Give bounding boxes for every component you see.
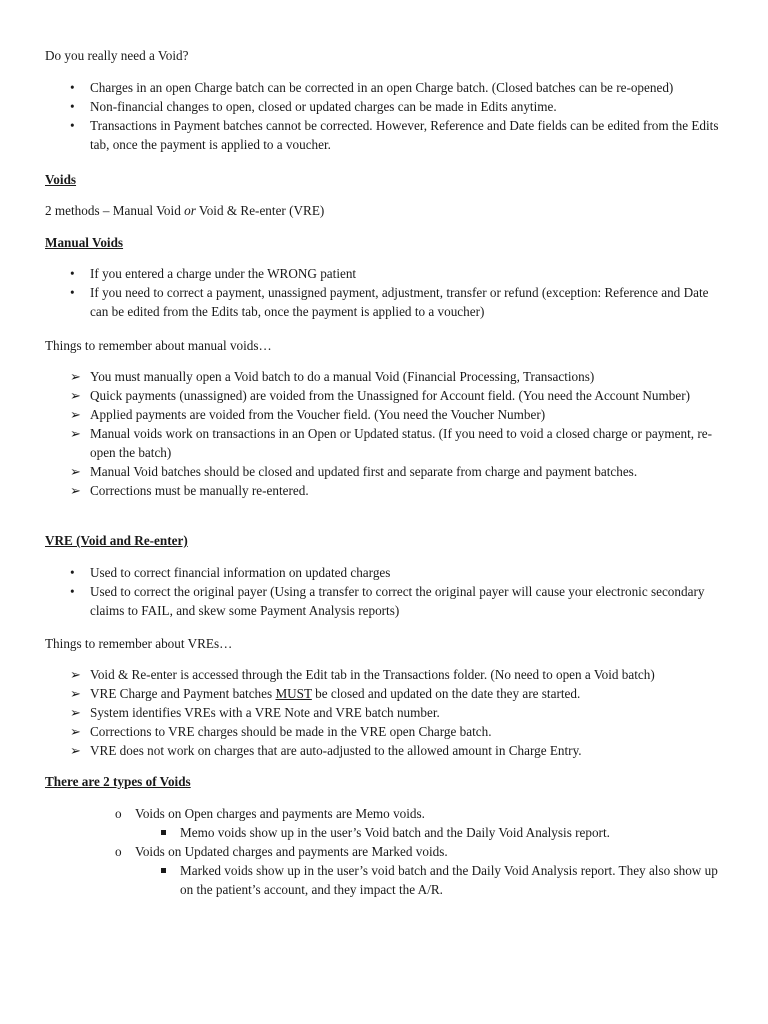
bullet-marker: • <box>70 118 75 133</box>
manual-arrow-list <box>70 367 730 500</box>
bullet-marker: • <box>70 99 75 114</box>
vre-arrow-list <box>70 665 730 760</box>
manual-arrow-2: ➢ Quick payments (unassigned) are voided from the Unassigned for Account field. (You need the Account Number) <box>70 388 691 403</box>
manual-bullet-2: • If you need to correct a payment, unassigned payment, adjustment, transfer or refund (exception: Reference and Date can be edited from the Edits tab, once the payment is applied to a voucher) <box>70 285 709 319</box>
manual-arrow-6: ➢ Corrections must be manually re-entered. <box>70 483 309 498</box>
arrow-marker: ➢ <box>70 667 82 682</box>
bullet-marker: • <box>70 565 75 580</box>
methods-line: 2 methods – Manual Void or Void & Re-enter (VRE) <box>45 203 325 218</box>
manual-remember-line: Things to remember about manual voids… <box>45 338 272 353</box>
bullet-marker: • <box>70 80 75 95</box>
vre-bullet-2: • Used to correct the original payer (Using a transfer to correct the original payer will cause your electronic secondary claims to FAIL, and skew some Payment Analysis reports) <box>70 584 705 618</box>
arrow-marker: ➢ <box>70 464 82 479</box>
void-type-1: o Voids on Open charges and payments are Memo voids. Memo voids show up in the user’s Void batch and the Daily Void Analysis report. <box>135 804 725 842</box>
manual-arrow-5: ➢ Manual Void batches should be closed and updated first and separate from charge and payment batches. <box>70 464 638 479</box>
void-type-2-detail: Marked voids show up in the user’s void batch and the Daily Void Analysis report. They also show up on the patient’s account, and they impact the A/R. <box>135 861 725 899</box>
arrow-marker: ➢ <box>70 369 82 384</box>
bullet-marker: • <box>70 584 75 599</box>
intro-bullet-list <box>70 78 730 154</box>
arrow-marker: ➢ <box>70 705 82 720</box>
vre-arrow-1: ➢ Void & Re-enter is accessed through the Edit tab in the Transactions folder. (No need to open a Void batch) <box>70 667 655 682</box>
manual-arrow-3: ➢ Applied payments are voided from the Voucher field. (You need the Voucher Number) <box>70 407 546 422</box>
types-heading: There are 2 types of Voids <box>45 774 191 789</box>
arrow-marker: ➢ <box>70 388 82 403</box>
arrow-marker: ➢ <box>70 483 82 498</box>
vre-arrow-3: ➢ System identifies VREs with a VRE Note and VRE batch number. <box>70 705 440 720</box>
manual-bullet-1: • If you entered a charge under the WRONG patient <box>70 266 357 281</box>
intro-question: Do you really need a Void? <box>45 48 189 63</box>
manual-bullet-list <box>70 264 730 321</box>
vre-remember-line: Things to remember about VREs… <box>45 636 233 651</box>
intro-bullet-2: • Non-financial changes to open, closed or updated charges can be made in Edits anytime. <box>70 99 557 114</box>
bullet-marker: • <box>70 266 75 281</box>
arrow-marker: ➢ <box>70 743 82 758</box>
bullet-marker: • <box>70 285 75 300</box>
arrow-marker: ➢ <box>70 407 82 422</box>
circle-marker: o <box>115 806 122 821</box>
square-bullet-icon <box>161 861 175 880</box>
manual-voids-heading: Manual Voids <box>45 235 124 250</box>
vre-bullet-1: • Used to correct financial information on updated charges <box>70 565 391 580</box>
vre-arrow-5: ➢ VRE does not work on charges that are auto-adjusted to the allowed amount in Charge Entry. <box>70 743 582 758</box>
arrow-marker: ➢ <box>70 686 82 701</box>
void-types-list <box>115 804 725 899</box>
manual-arrow-4: ➢ Manual voids work on transactions in an Open or Updated status. (If you need to void a closed charge or payment, re-open the batch) <box>70 426 712 460</box>
arrow-marker: ➢ <box>70 724 82 739</box>
arrow-marker: ➢ <box>70 426 82 441</box>
circle-marker: o <box>115 844 122 859</box>
intro-bullet-3: • Transactions in Payment batches cannot be corrected. However, Reference and Date fields can be edited from the Edits tab, once the payment is applied to a voucher. <box>70 118 719 152</box>
void-type-2: o Voids on Updated charges and payments are Marked voids. Marked voids show up in the user’s void batch and the Daily Void Analysis report. They also show up on the patient’s account, and they impact the A/R. <box>135 842 725 899</box>
manual-arrow-1: ➢ You must manually open a Void batch to do a manual Void (Financial Processing, Transactions) <box>70 369 595 384</box>
voids-heading: Voids <box>45 172 77 187</box>
square-bullet-icon <box>161 823 175 842</box>
vre-arrow-4: ➢ Corrections to VRE charges should be made in the VRE open Charge batch. <box>70 724 492 739</box>
intro-bullet-1: • Charges in an open Charge batch can be corrected in an open Charge batch. (Closed batches can be re-opened) <box>70 80 674 95</box>
vre-bullet-list <box>70 563 730 620</box>
void-type-1-detail: Memo voids show up in the user’s Void batch and the Daily Void Analysis report. <box>135 823 725 842</box>
vre-heading: VRE (Void and Re-enter) <box>45 533 188 548</box>
vre-arrow-2: ➢ VRE Charge and Payment batches MUST be closed and updated on the date they are started. <box>70 686 581 701</box>
